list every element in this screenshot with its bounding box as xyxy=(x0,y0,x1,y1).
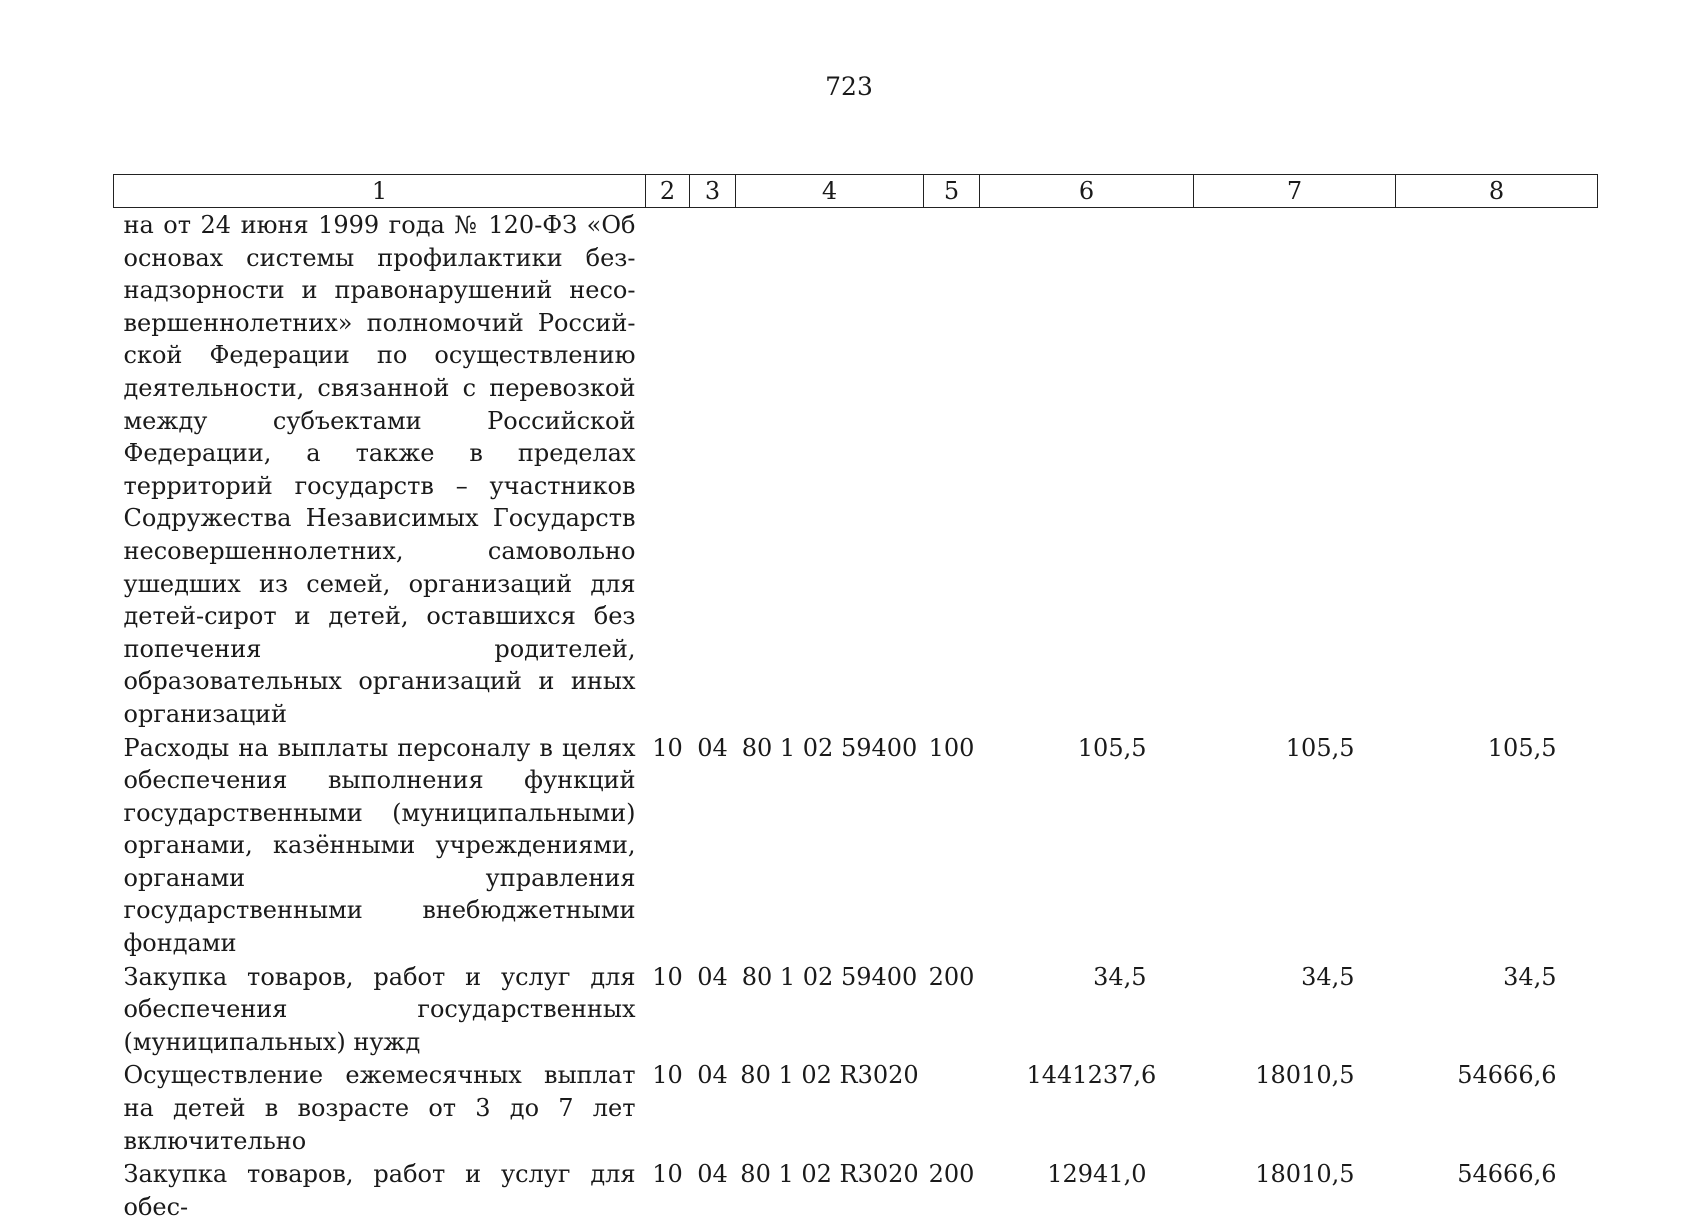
row-amount-col8: 105,5 xyxy=(1487,733,1557,762)
table-row xyxy=(114,960,1598,1059)
header-col-6: 6 xyxy=(980,175,1194,208)
row-amount-col6 xyxy=(980,208,1194,731)
row-target-code: 80 1 02 59400 xyxy=(741,733,918,762)
budget-table xyxy=(113,174,1598,1223)
row-description: на от 24 июня 1999 года № 120-ФЗ «Об основах системы профилактики безнадзорности и правонарушений несовершеннолетних» полномочий Российской Федерации по осуществлению деятельности, связанной с перевозкой между субъектами Российской Федерации, а также в пределах территорий государств – участников Содружества Независимых Государств несовершеннолетних, самовольно ушедших из семей, организаций для детей-сирот и детей, оставшихся без попечения родителей, образовательных организаций и иных организаций xyxy=(123,211,636,728)
row-section: 10 xyxy=(652,1160,683,1189)
row-expense-type: 100 xyxy=(928,733,975,762)
table-row xyxy=(114,731,1598,960)
row-amount-col7: 34,5 xyxy=(1301,962,1355,991)
row-subsection: 04 xyxy=(697,1160,728,1189)
row-amount-col7 xyxy=(1194,208,1396,731)
header-col-8: 8 xyxy=(1396,175,1598,208)
row-section: 10 xyxy=(652,1061,683,1090)
header-col-1: 1 xyxy=(114,175,646,208)
row-amount-col6: 1441237,6 xyxy=(1026,1061,1157,1090)
row-section xyxy=(646,208,690,731)
header-col-4: 4 xyxy=(736,175,924,208)
row-amount-col8: 54666,6 xyxy=(1457,1061,1557,1090)
row-expense-type: 200 xyxy=(928,962,975,991)
row-target-code: 80 1 02 R3020 xyxy=(740,1160,919,1189)
header-row xyxy=(114,175,1598,208)
row-description: Закупка товаров, работ и услуг для обес- xyxy=(123,1160,636,1221)
row-amount-col7: 105,5 xyxy=(1285,733,1355,762)
row-subsection: 04 xyxy=(697,962,728,991)
header-col-5: 5 xyxy=(924,175,980,208)
row-target-code xyxy=(736,208,924,731)
row-expense-type xyxy=(924,208,980,731)
row-section: 10 xyxy=(652,733,683,762)
row-description: Осуществление ежемесячных выплат на детей в возрасте от 3 до 7 лет включительно xyxy=(123,1061,636,1155)
row-subsection: 04 xyxy=(697,1061,728,1090)
header-col-2: 2 xyxy=(646,175,690,208)
row-subsection xyxy=(690,208,736,731)
row-expense-type xyxy=(924,1058,980,1157)
row-expense-type: 200 xyxy=(928,1160,975,1189)
row-amount-col8: 34,5 xyxy=(1503,962,1557,991)
header-col-7: 7 xyxy=(1194,175,1396,208)
table-row xyxy=(114,208,1598,731)
row-amount-col8 xyxy=(1396,208,1598,731)
row-amount-col7: 18010,5 xyxy=(1255,1160,1355,1189)
row-target-code: 80 1 02 59400 xyxy=(741,962,918,991)
page-number: 723 xyxy=(825,72,873,101)
row-target-code: 80 1 02 R3020 xyxy=(740,1061,919,1090)
row-amount-col6: 105,5 xyxy=(1077,733,1147,762)
row-description: Расходы на выплаты персоналу в целях обеспечения выполнения функций государственными (муниципальными) органами, казёнными учреждениями, органами управления государственными внебюджетными фондами xyxy=(123,733,636,958)
row-amount-col8: 54666,6 xyxy=(1457,1160,1557,1189)
header-col-3: 3 xyxy=(690,175,736,208)
table-row xyxy=(114,1157,1598,1223)
row-description: Закупка товаров, работ и услуг для обеспечения государственных (муниципальных) нужд xyxy=(123,962,636,1056)
row-section: 10 xyxy=(652,962,683,991)
table-row xyxy=(114,1058,1598,1157)
row-amount-col7: 18010,5 xyxy=(1255,1061,1355,1090)
row-amount-col6: 34,5 xyxy=(1093,962,1147,991)
row-amount-col6: 12941,0 xyxy=(1047,1160,1147,1189)
row-subsection: 04 xyxy=(697,733,728,762)
